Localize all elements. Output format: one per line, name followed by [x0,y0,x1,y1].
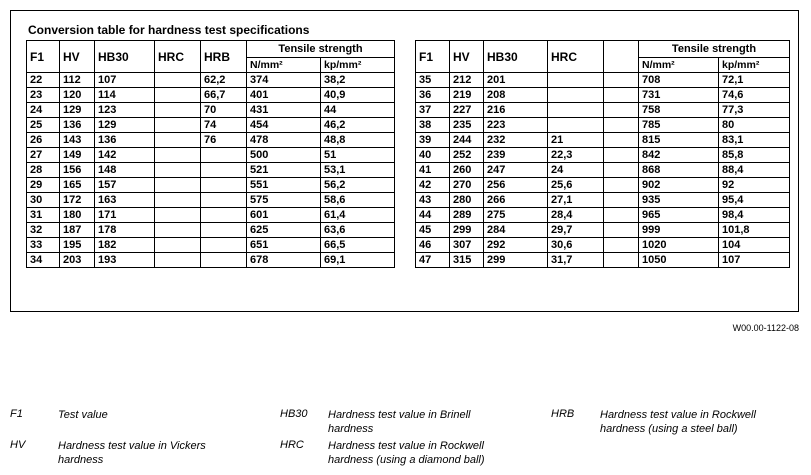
legend-def-hrb-line1: Hardness test value in Rockwell [600,409,756,421]
table-cell: 21 [548,133,604,148]
table-cell: 454 [247,118,321,133]
table-cell: 247 [484,163,548,178]
table-cell: 227 [450,103,484,118]
table-row [416,148,790,163]
header-unit-kp: kp/mm² [719,58,790,73]
table-cell: 136 [60,118,95,133]
table-cell: 208 [484,88,548,103]
table-cell: 45 [416,223,450,238]
table-cell: 239 [484,148,548,163]
table-cell: 625 [247,223,321,238]
table-cell: 868 [639,163,719,178]
table-row [27,193,395,208]
table-cell: 42 [416,178,450,193]
table-cell [604,238,639,253]
table-cell: 24 [548,163,604,178]
conversion-table-right [415,40,790,268]
table-row [416,193,790,208]
table-cell: 44 [416,208,450,223]
table-cell: 80 [719,118,790,133]
table-row [416,88,790,103]
table-row [27,148,395,163]
legend-def-hb30-line2: hardness [328,423,374,435]
table-cell: 24 [27,103,60,118]
table-cell [604,103,639,118]
table-cell: 195 [60,238,95,253]
table-cell: 22,3 [548,148,604,163]
table-cell: 244 [450,133,484,148]
table-row [416,238,790,253]
header-unit-n: N/mm² [639,58,719,73]
table-cell: 156 [60,163,95,178]
table-row [27,88,395,103]
table-cell: 180 [60,208,95,223]
table-cell: 203 [60,253,95,268]
table-cell: 28 [27,163,60,178]
table-cell: 36 [416,88,450,103]
right-table-body [416,73,790,268]
table-cell: 842 [639,148,719,163]
header-hv: HV [450,41,484,73]
legend-term-hrc: HRC [280,439,304,451]
table-cell: 401 [247,88,321,103]
table-cell: 31,7 [548,253,604,268]
table-cell: 46 [416,238,450,253]
table-cell: 101,8 [719,223,790,238]
table-cell: 30,6 [548,238,604,253]
table-cell: 104 [719,238,790,253]
table-cell: 232 [484,133,548,148]
header-hrc: HRC [155,41,201,73]
table-cell: 223 [484,118,548,133]
left-table-body [27,73,395,268]
table-cell: 41 [416,163,450,178]
table-cell: 212 [450,73,484,88]
legend-term-hb30: HB30 [280,408,308,420]
table-row [416,223,790,238]
table-cell: 785 [639,118,719,133]
table-cell [604,133,639,148]
table-cell [155,133,201,148]
table-cell: 1020 [639,238,719,253]
table-cell: 34 [27,253,60,268]
table-cell: 62,2 [201,73,247,88]
table-cell: 500 [247,148,321,163]
table-cell: 74 [201,118,247,133]
table-cell [548,103,604,118]
table-row [27,118,395,133]
legend-def-hrc [328,439,485,467]
table-cell [604,118,639,133]
conversion-table-left [26,40,395,268]
legend-def-hrc-line1: Hardness test value in Rockwell [328,440,484,452]
table-cell: 39 [416,133,450,148]
table-row [416,73,790,88]
table-cell: 149 [60,148,95,163]
table-cell: 66,5 [321,238,395,253]
table-cell: 651 [247,238,321,253]
table-cell: 575 [247,193,321,208]
header-tensile-strength: Tensile strength [639,41,790,58]
table-row [27,73,395,88]
table-cell: 31 [27,208,60,223]
table-cell [604,223,639,238]
legend-def-hrb-line2: hardness (using a steel ball) [600,423,738,435]
table-row [416,253,790,268]
table-cell [155,103,201,118]
table-cell: 107 [719,253,790,268]
table-cell [548,88,604,103]
table-cell: 280 [450,193,484,208]
table-cell: 114 [95,88,155,103]
table-cell: 478 [247,133,321,148]
table-row [27,208,395,223]
table-cell: 965 [639,208,719,223]
table-cell: 35 [416,73,450,88]
table-cell [155,88,201,103]
table-cell: 289 [450,208,484,223]
table-cell [155,223,201,238]
table-cell [155,118,201,133]
table-cell: 601 [247,208,321,223]
table-cell [201,238,247,253]
table-cell [201,223,247,238]
table-row [27,223,395,238]
header-f1: F1 [416,41,450,73]
table-cell: 521 [247,163,321,178]
table-cell: 315 [450,253,484,268]
table-cell: 172 [60,193,95,208]
table-cell: 27,1 [548,193,604,208]
table-cell: 77,3 [719,103,790,118]
table-cell: 29 [27,178,60,193]
table-cell: 98,4 [719,208,790,223]
table-cell: 299 [450,223,484,238]
legend-def-hrb [600,408,756,436]
legend-def-hb30-line1: Hardness test value in Brinell [328,409,471,421]
table-cell: 25 [27,118,60,133]
table-cell: 270 [450,178,484,193]
table-cell: 999 [639,223,719,238]
table-cell [201,148,247,163]
table-cell: 32 [27,223,60,238]
table-cell: 70 [201,103,247,118]
header-unit-kp: kp/mm² [321,58,395,73]
table-cell [604,73,639,88]
table-cell: 27 [27,148,60,163]
header-empty [604,41,639,73]
table-cell: 33 [27,238,60,253]
table-cell: 112 [60,73,95,88]
table-cell [604,193,639,208]
table-cell: 171 [95,208,155,223]
table-cell: 29,7 [548,223,604,238]
header-hb30: HB30 [484,41,548,73]
table-cell: 201 [484,73,548,88]
table-cell [604,208,639,223]
table-cell: 85,8 [719,148,790,163]
table-cell: 136 [95,133,155,148]
table-cell: 292 [484,238,548,253]
table-cell: 47 [416,253,450,268]
table-cell: 178 [95,223,155,238]
table-cell [155,178,201,193]
table-cell: 902 [639,178,719,193]
table-cell: 187 [60,223,95,238]
table-cell: 74,6 [719,88,790,103]
table-cell: 28,4 [548,208,604,223]
table-cell: 58,6 [321,193,395,208]
table-cell: 25,6 [548,178,604,193]
table-cell: 731 [639,88,719,103]
legend-def-f1: Test value [58,409,108,421]
table-cell [155,148,201,163]
legend-def-hv [58,439,206,467]
table-cell: 63,6 [321,223,395,238]
table-cell: 182 [95,238,155,253]
table-cell: 44 [321,103,395,118]
table-cell: 266 [484,193,548,208]
table-cell: 38,2 [321,73,395,88]
table-cell [155,208,201,223]
table-cell: 129 [95,118,155,133]
table-cell: 148 [95,163,155,178]
table-cell: 219 [450,88,484,103]
table-cell: 256 [484,178,548,193]
table-cell: 69,1 [321,253,395,268]
table-cell [604,253,639,268]
table-cell [155,73,201,88]
table-cell: 163 [95,193,155,208]
table-cell: 1050 [639,253,719,268]
table-cell: 107 [95,73,155,88]
legend-def-hv-line1: Hardness test value in Vickers [58,440,206,452]
table-cell: 51 [321,148,395,163]
table-cell: 431 [247,103,321,118]
table-cell: 123 [95,103,155,118]
header-tensile-strength: Tensile strength [247,41,395,58]
table-cell: 935 [639,193,719,208]
table-cell: 235 [450,118,484,133]
table-cell: 708 [639,73,719,88]
legend-term-hv: HV [10,439,26,451]
table-cell: 374 [247,73,321,88]
table-cell: 252 [450,148,484,163]
table-row [416,118,790,133]
table-cell [201,178,247,193]
table-cell [604,88,639,103]
table-row [416,208,790,223]
table-cell: 216 [484,103,548,118]
table-cell: 815 [639,133,719,148]
table-cell: 43 [416,193,450,208]
table-cell: 143 [60,133,95,148]
table-row [416,103,790,118]
table-row [416,133,790,148]
table-cell: 88,4 [719,163,790,178]
table-row [27,133,395,148]
legend-def-hv-line2: hardness [58,454,104,466]
table-cell: 165 [60,178,95,193]
header-hb30: HB30 [95,41,155,73]
table-row [27,253,395,268]
table-cell: 26 [27,133,60,148]
table-cell [548,73,604,88]
table-cell: 142 [95,148,155,163]
table-row [416,163,790,178]
table-row [27,178,395,193]
table-cell [155,238,201,253]
table-cell [201,193,247,208]
table-cell: 758 [639,103,719,118]
table-cell: 40,9 [321,88,395,103]
table-cell: 30 [27,193,60,208]
table-cell [604,178,639,193]
table-cell: 551 [247,178,321,193]
table-cell: 61,4 [321,208,395,223]
table-cell: 38 [416,118,450,133]
table-cell: 56,2 [321,178,395,193]
table-cell [155,163,201,178]
table-cell [155,253,201,268]
legend-def-hb30 [328,408,470,436]
table-cell: 129 [60,103,95,118]
table-cell: 23 [27,88,60,103]
table-cell: 284 [484,223,548,238]
image-reference: W00.00-1122-08 [732,323,799,333]
table-cell: 76 [201,133,247,148]
table-cell [548,118,604,133]
table-cell [201,253,247,268]
legend-def-hrc-line2: hardness (using a diamond ball) [328,454,485,466]
table-cell: 157 [95,178,155,193]
table-cell: 193 [95,253,155,268]
table-cell: 53,1 [321,163,395,178]
table-row [27,163,395,178]
table-cell [604,163,639,178]
legend-term-hrb: HRB [551,408,575,420]
table-title: Conversion table for hardness test specifications [28,23,310,37]
header-f1: F1 [27,41,60,73]
table-cell: 48,8 [321,133,395,148]
table-cell [604,148,639,163]
table-cell: 260 [450,163,484,178]
header-hv: HV [60,41,95,73]
table-row [416,178,790,193]
table-cell: 678 [247,253,321,268]
table-cell: 95,4 [719,193,790,208]
table-cell: 275 [484,208,548,223]
table-cell [155,193,201,208]
table-cell: 83,1 [719,133,790,148]
table-cell: 22 [27,73,60,88]
table-cell: 299 [484,253,548,268]
header-hrb: HRB [201,41,247,73]
table-cell: 37 [416,103,450,118]
table-row [27,103,395,118]
header-hrc: HRC [548,41,604,73]
table-cell [201,163,247,178]
table-cell: 40 [416,148,450,163]
header-unit-n: N/mm² [247,58,321,73]
table-cell: 72,1 [719,73,790,88]
table-cell: 66,7 [201,88,247,103]
table-row [27,238,395,253]
legend-term-f1: F1 [10,408,23,420]
table-cell: 120 [60,88,95,103]
table-cell [201,208,247,223]
table-cell: 46,2 [321,118,395,133]
table-cell: 307 [450,238,484,253]
table-cell: 92 [719,178,790,193]
